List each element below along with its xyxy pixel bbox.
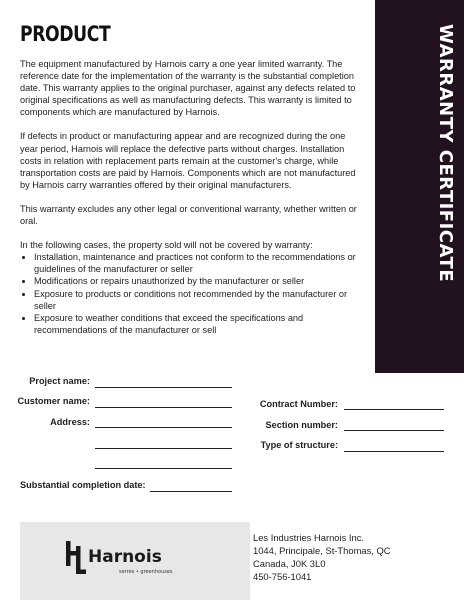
paragraph-defects: If defects in product or manufacturing appear and are recognized during the one year period, Harnois will replace the defective parts without charges. Installation costs in relation with replacement parts remain at the customer's charge, while transportation costs are paid by Harnois. Components which are not manufactured by Harnois carry warranties offered by their original manufacturers.	[20, 131, 356, 190]
list-item: • Installation, maintenance and practices not conform to the recommendations or guidelines of the manufacturer or seller	[34, 251, 365, 275]
list-item: • Exposure to weather conditions that exceed the specifications and recommendations of the manufacturer or sell	[34, 312, 365, 336]
page-title: PRODUCT	[20, 22, 111, 46]
address-label: Address:	[50, 417, 90, 427]
address-field-line-3[interactable]	[95, 468, 232, 469]
paragraph-cases-intro: In the following cases, the property sold will not be covered by warranty:	[20, 240, 313, 251]
exclusions-list	[20, 251, 365, 336]
completion-date-field[interactable]	[150, 491, 232, 492]
company-name: Les Industries Harnois Inc.	[253, 532, 364, 543]
contract-number-field[interactable]	[344, 409, 444, 410]
warranty-body	[20, 58, 365, 336]
harnois-mark-icon	[66, 541, 86, 574]
company-street: 1044, Principale, St-Thomas, QC	[253, 545, 391, 556]
company-phone: 450-756-1041	[253, 571, 312, 582]
type-of-structure-label: Type of structure:	[260, 440, 338, 450]
contract-number-label: Contract Number:	[259, 399, 338, 409]
paragraph-exclusion: This warranty excludes any other legal or conventional warranty, whether written or oral.	[20, 203, 357, 227]
section-number-label: Section number:	[265, 420, 338, 430]
type-of-structure-field[interactable]	[344, 451, 444, 452]
completion-date-label: Substantial completion date:	[20, 480, 146, 490]
address-field-line-2[interactable]	[95, 448, 232, 449]
company-city: Canada, J0K 3L0	[253, 558, 326, 569]
list-item: • Exposure to products or conditions not recommended by the manufacturer or seller	[34, 288, 365, 312]
list-item: • Modifications or repairs unauthorized by the manufacturer or seller	[34, 275, 365, 287]
section-number-field[interactable]	[344, 430, 444, 431]
project-name-label: Project name:	[29, 376, 90, 386]
logo-wordmark: Harnois	[88, 547, 162, 567]
customer-name-field[interactable]	[95, 407, 232, 408]
logo-tagline: serres • greenhouses	[119, 569, 173, 575]
side-title: WARRANTY CERTIFICATE	[435, 24, 456, 283]
customer-name-label: Customer name:	[17, 396, 90, 406]
harnois-logo	[64, 537, 184, 577]
company-address	[253, 531, 391, 583]
paragraph-warranty-scope: The equipment manufactured by Harnois carry a one year limited warranty. The reference date for the implementation of the warranty is the substantial completion date. This warranty applies to the original purchaser, against any defects related to original specifications as well as manufacturing defects. This warranty is limited to components which are manufactured by Harnois.	[20, 59, 356, 118]
address-field-line-1[interactable]	[95, 427, 232, 428]
project-name-field[interactable]	[95, 387, 232, 388]
